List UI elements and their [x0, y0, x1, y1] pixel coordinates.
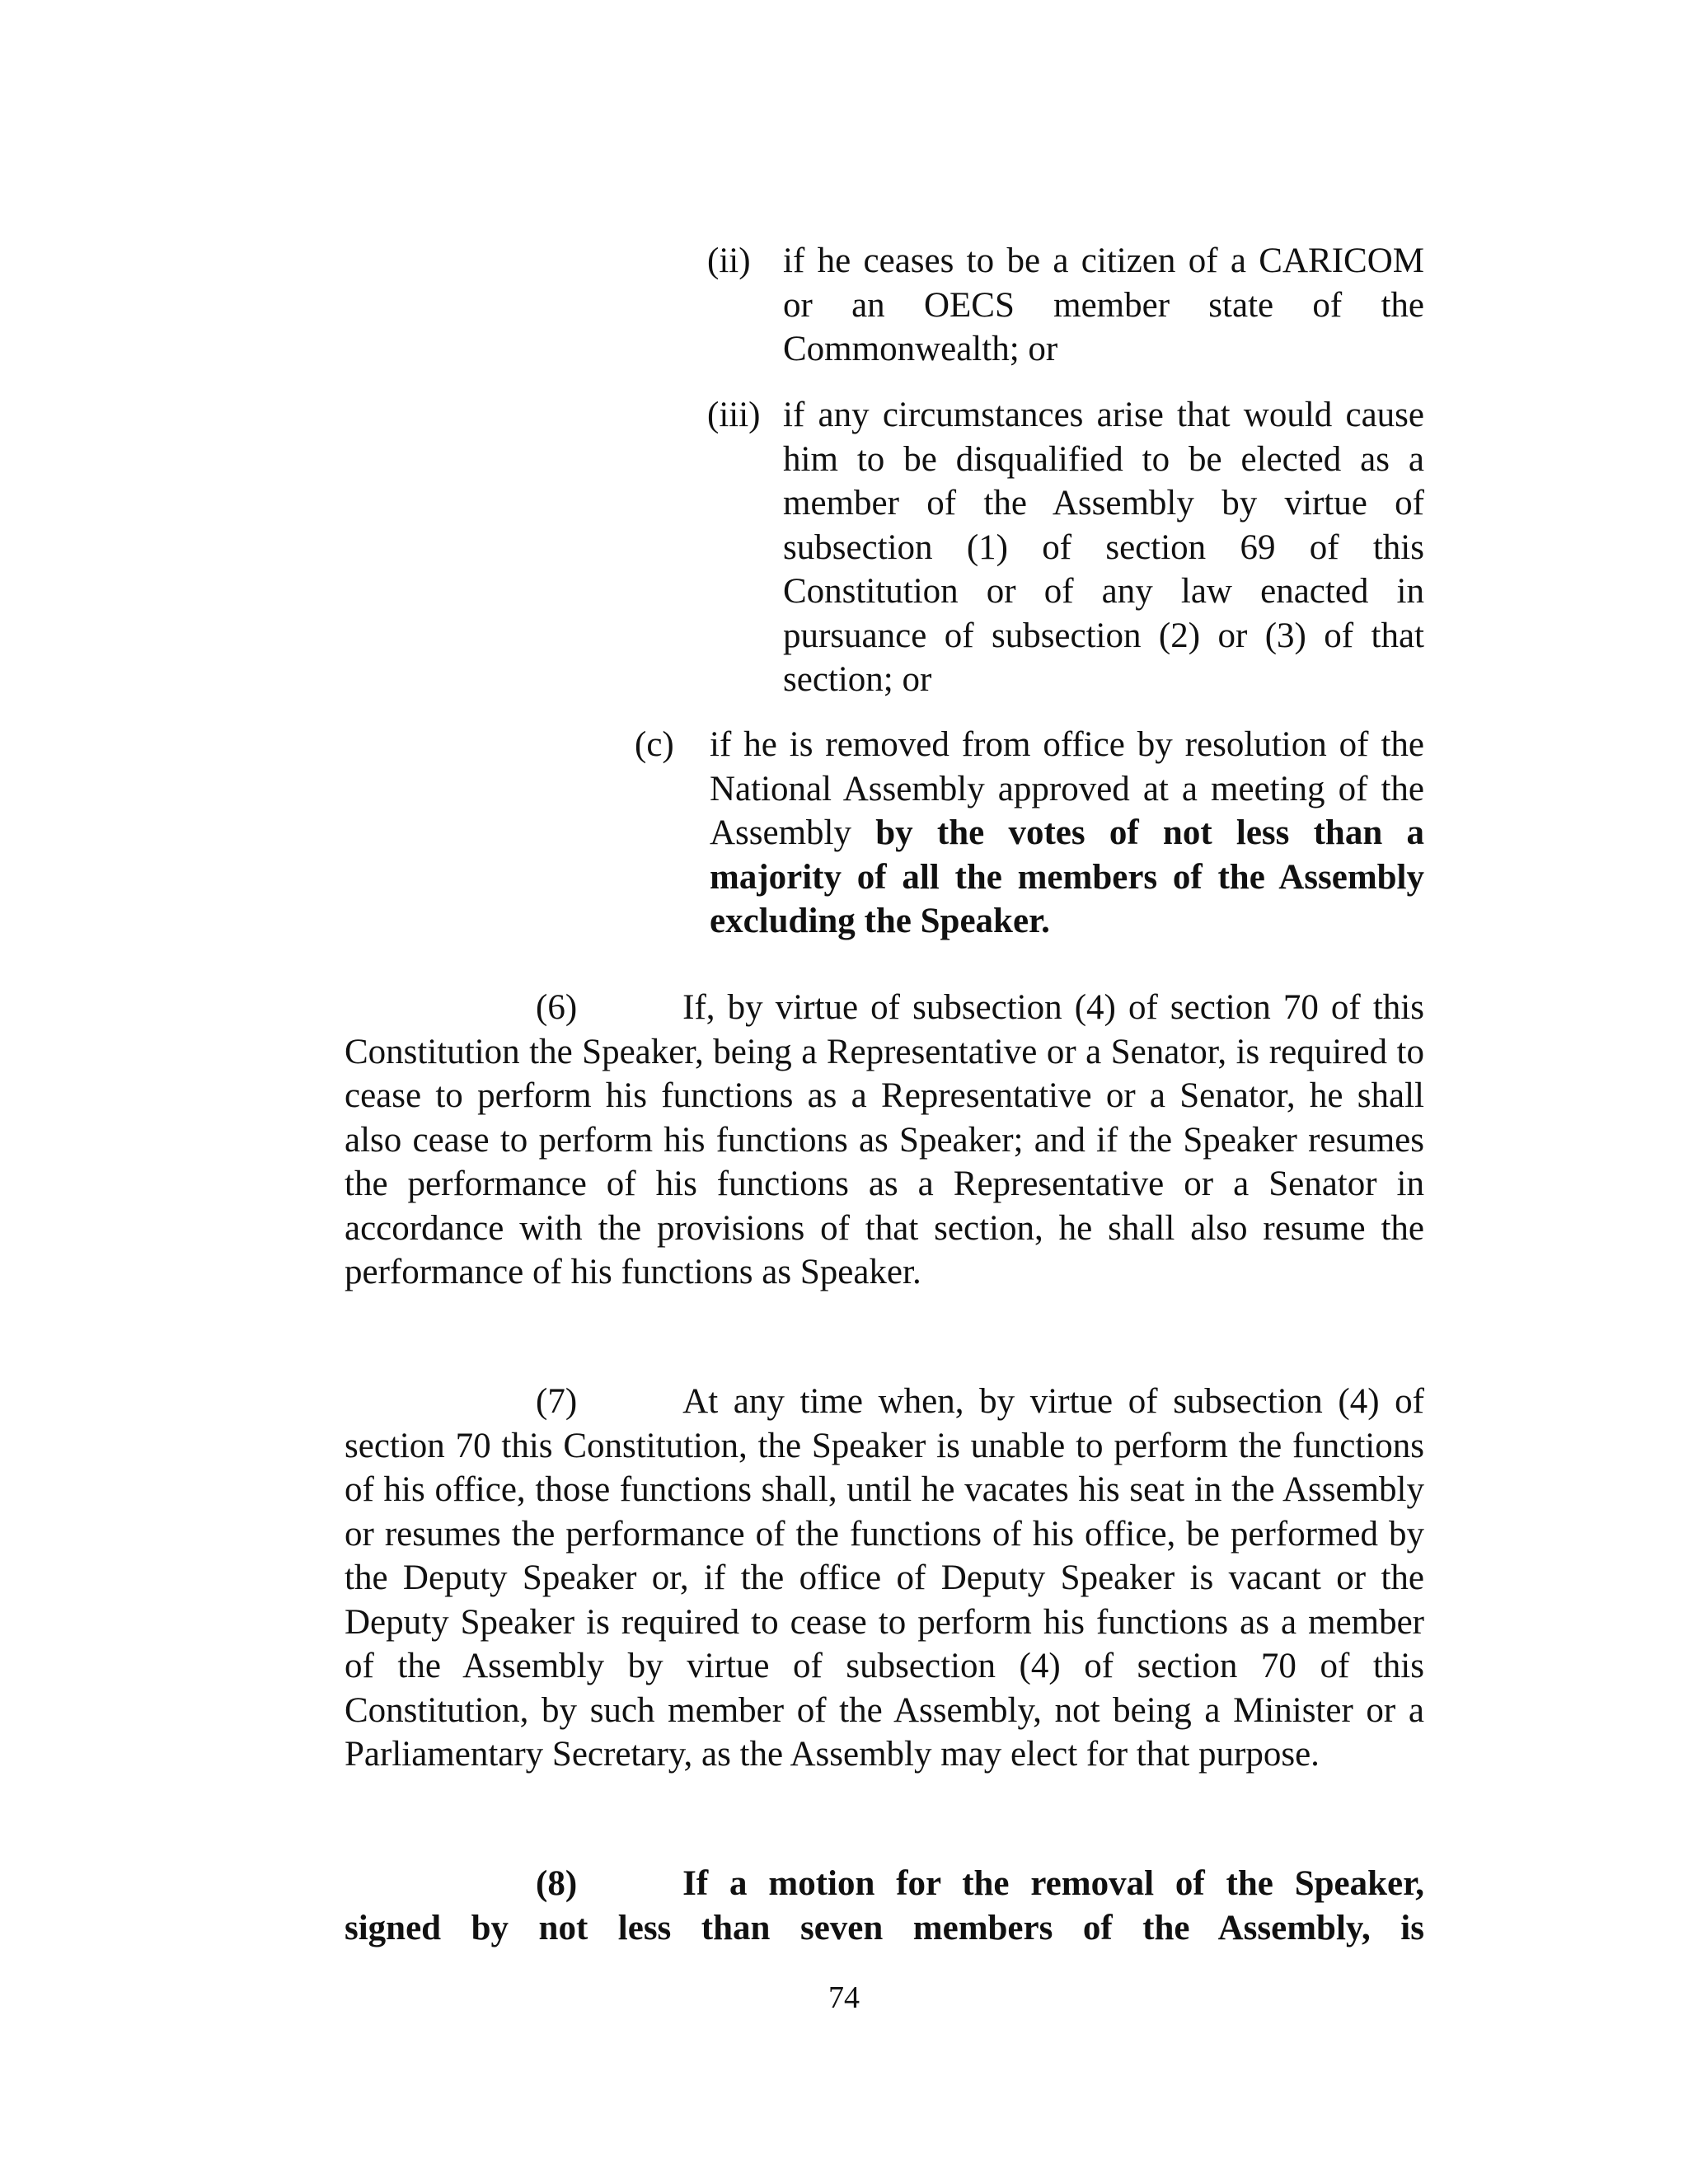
paragraph-6 — [345, 986, 1424, 1295]
page-number: 74 — [828, 1980, 860, 2015]
paragraph-6-text: If, by virtue of subsection (4) of section 70 of this Constitution the Speaker, being a Representative or a Senator, is required to cease to perform his functions as a Representative or a Senator, he shall also cease to perform his functions as Speaker; and if the Speaker resumes the performance of his functions as a Representative or a Senator in accordance with the provisions of that section, he shall also resume the performance of his functions as Speaker. — [345, 988, 1424, 1291]
item-number-ii: (ii) — [707, 241, 751, 280]
paragraph-8 — [345, 1862, 1424, 1950]
item-text-iii: if any circumstances arise that would cause him to be disqualified to be elected as a member of the Assembly by virtue of subsection (1) of section 69 of this Constitution or of any law enacted in pursuance of subsection (2) or (3) of that section; or — [783, 396, 1424, 699]
paragraph-7-number: (7) — [536, 1382, 578, 1421]
item-text-c — [710, 723, 1424, 944]
paragraph-8-number: (8) — [536, 1864, 578, 1903]
item-text-c-bold: by the votes of not less than a majority of all the members of the Assembly excluding the Speaker. — [710, 813, 1425, 940]
paragraph-7-text: At any time when, by virtue of subsection (4) of section 70 this Constitution, the Speaker is unable to perform the functions of his office, those functions shall, until he vacates his seat in the Assembly or resumes the performance of the functions of his office, be performed by the Deputy Speaker or, if the office of Deputy Speaker is vacant or the Deputy Speaker is required to cease to perform his functions as a member of the Assembly by virtue of subsection (4) of section 70 of this Constitution, by such member of the Assembly, not being a Minister or a Parliamentary Secretary, as the Assembly may elect for that purpose. — [345, 1382, 1424, 1774]
item-text-c-plain: if he is removed from office by resolution of the National Assembly approved at a meeting of the Assembly — [710, 725, 1424, 852]
item-number-iii: (iii) — [707, 396, 761, 434]
paragraph-8-text: If a motion for the removal of the Speaker, signed by not less than seven members of the Assembly, is — [345, 1864, 1424, 1947]
item-text-ii: if he ceases to be a citizen of a CARICOM or an OECS member state of the Commonwealth; or — [783, 241, 1424, 368]
paragraph-7 — [345, 1380, 1424, 1777]
item-number-c: (c) — [635, 725, 674, 764]
paragraph-6-number: (6) — [536, 988, 578, 1027]
